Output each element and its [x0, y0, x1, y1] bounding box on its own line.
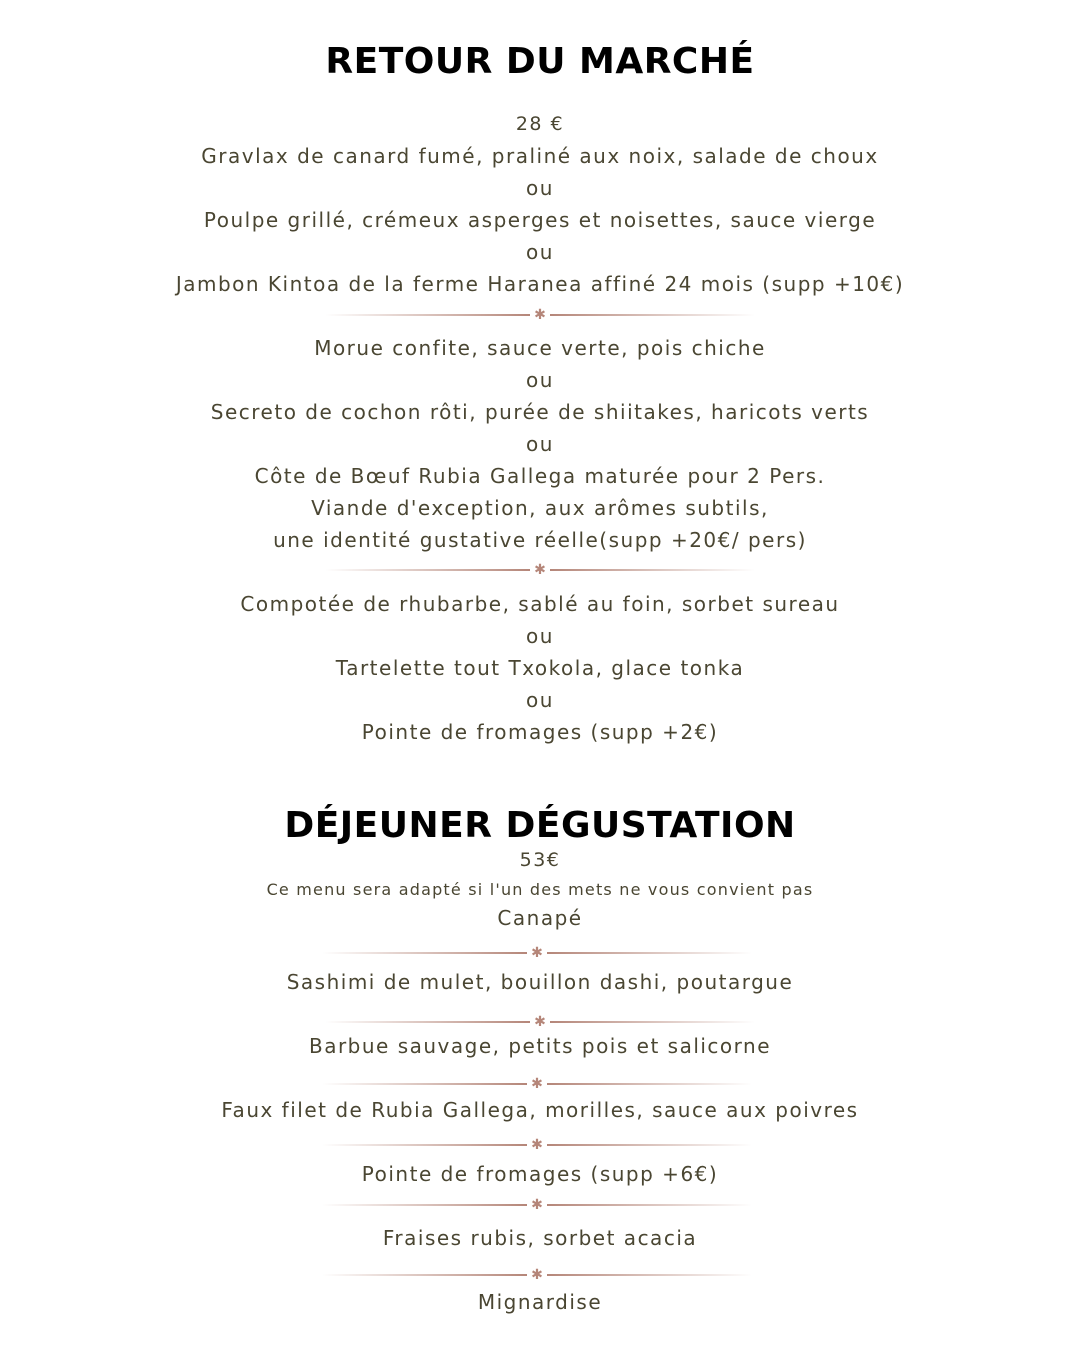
or-separator: ou	[526, 624, 554, 648]
or-separator: ou	[526, 368, 554, 392]
menu-item: Tartelette tout Txokola, glace tonka	[335, 656, 745, 680]
menu-item: Jambon Kintoa de la ferme Haranea affiné 24 mois (supp +10€)	[175, 272, 905, 296]
menu-item: Gravlax de canard fumé, praliné aux noix, salade de choux	[201, 144, 879, 168]
or-separator: ou	[526, 432, 554, 456]
or-separator: ou	[526, 176, 554, 200]
menu-item: Pointe de fromages (supp +2€)	[361, 720, 719, 744]
divider-ornament	[322, 1078, 752, 1090]
menu-item-description: une identité gustative réelle(supp +20€/ pers)	[273, 528, 807, 552]
divider-ornament	[322, 1199, 752, 1211]
menu-item: Morue confite, sauce verte, pois chiche	[314, 336, 766, 360]
section-price: 28 €	[515, 113, 565, 135]
menu-item: Côte de Bœuf Rubia Gallega maturée pour 2 Pers.	[254, 464, 826, 488]
star-icon: ✱	[531, 1197, 543, 1213]
star-icon: ✱	[534, 307, 546, 323]
star-icon: ✱	[531, 1267, 543, 1283]
menu-item: Poulpe grillé, crémeux asperges et noisettes, sauce vierge	[203, 208, 877, 232]
menu-item: Barbue sauvage, petits pois et salicorne	[308, 1034, 772, 1058]
or-separator: ou	[526, 688, 554, 712]
menu-item: Sashimi de mulet, bouillon dashi, poutargue	[286, 970, 794, 994]
divider-ornament	[325, 564, 755, 576]
section-price: 53€	[519, 849, 561, 871]
divider-ornament	[322, 947, 752, 959]
star-icon: ✱	[531, 1137, 543, 1153]
star-icon: ✱	[531, 1076, 543, 1092]
menu-item: Faux filet de Rubia Gallega, morilles, sauce aux poivres	[221, 1098, 859, 1122]
section-title-dejeuner-degustation: DÉJEUNER DÉGUSTATION	[284, 805, 796, 846]
star-icon: ✱	[534, 1014, 546, 1030]
menu-item: Pointe de fromages (supp +6€)	[361, 1162, 719, 1186]
star-icon: ✱	[531, 945, 543, 961]
menu-note: Ce menu sera adapté si l'un des mets ne vous convient pas	[266, 880, 814, 899]
menu-item: Canapé	[497, 906, 583, 930]
menu-item: Compotée de rhubarbe, sablé au foin, sorbet sureau	[240, 592, 840, 616]
divider-ornament	[322, 1139, 752, 1151]
or-separator: ou	[526, 240, 554, 264]
menu-item-description: Viande d'exception, aux arômes subtils,	[311, 496, 769, 520]
menu-item: Mignardise	[477, 1290, 603, 1314]
divider-ornament	[322, 1269, 752, 1281]
menu-item: Secreto de cochon rôti, purée de shiitakes, haricots verts	[210, 400, 870, 424]
divider-ornament	[325, 1016, 755, 1028]
section-title-retour-du-marche: RETOUR DU MARCHÉ	[325, 41, 755, 82]
menu-item: Fraises rubis, sorbet acacia	[382, 1226, 698, 1250]
divider-ornament	[325, 309, 755, 321]
star-icon: ✱	[534, 562, 546, 578]
